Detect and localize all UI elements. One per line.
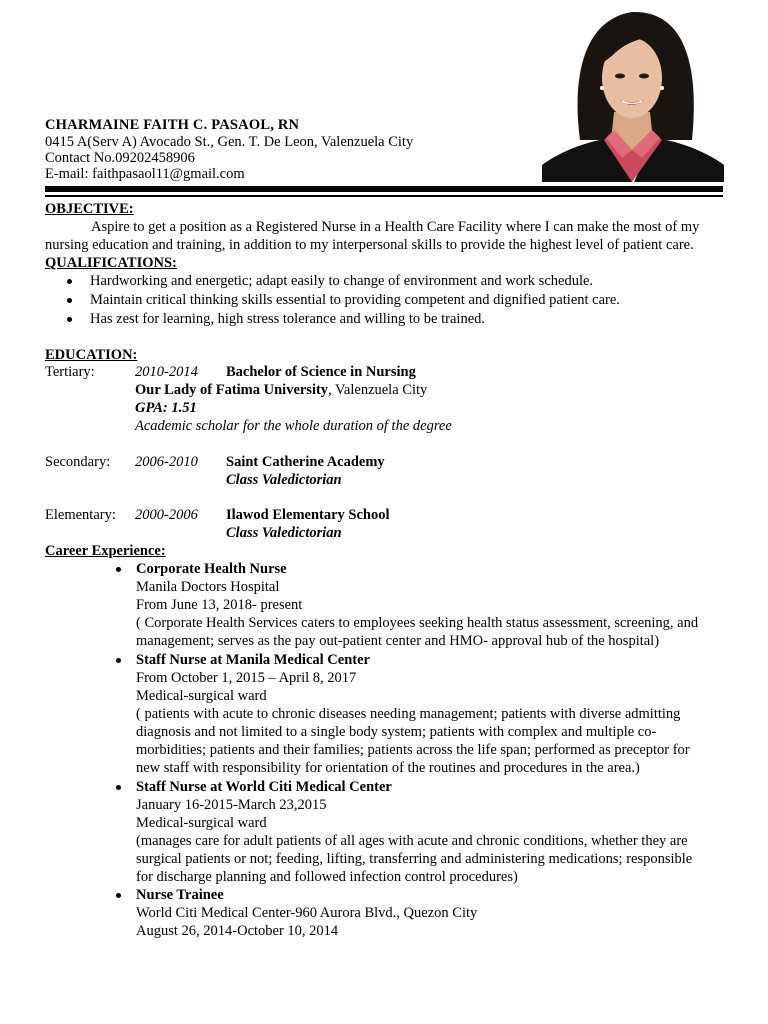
job-line: management; serves as the pay out-patient center and HMO- approval hub of the hospital) <box>136 633 660 649</box>
elementary-label: Elementary: <box>45 507 116 523</box>
job-line: Medical-surgical ward <box>136 688 267 704</box>
header-divider-thick <box>45 186 723 192</box>
bullet-icon <box>116 567 121 572</box>
objective-text-line1: Aspire to get a position as a Registered Nurse in a Health Care Facility where I can make the most of my <box>91 219 700 235</box>
qualification-item: Has zest for learning, high stress tolerance and willing to be trained. <box>90 311 486 327</box>
profile-photo <box>542 0 724 182</box>
qualification-item: Hardworking and energetic; adapt easily to change of environment and work schedule. <box>90 273 594 289</box>
job-line: August 26, 2014-October 10, 2014 <box>136 923 339 939</box>
tertiary-location: , Valenzuela City <box>328 382 428 398</box>
tertiary-gpa: GPA: 1.51 <box>135 400 197 416</box>
tertiary-label: Tertiary: <box>45 364 95 380</box>
bullet-icon <box>67 298 72 303</box>
address: 0415 A(Serv A) Avocado St., Gen. T. De Leon, Valenzuela City <box>45 134 414 150</box>
job-line: January 16-2015-March 23,2015 <box>136 797 327 813</box>
job-line: World Citi Medical Center-960 Aurora Blvd., Quezon City <box>136 905 478 921</box>
job-title: Staff Nurse at Manila Medical Center <box>136 652 370 668</box>
job-line: Medical-surgical ward <box>136 815 267 831</box>
elementary-years: 2000-2006 <box>135 507 198 523</box>
job-title: Staff Nurse at World Citi Medical Center <box>136 779 392 795</box>
tertiary-school-line <box>135 381 427 399</box>
tertiary-school: Our Lady of Fatima University <box>135 382 329 398</box>
applicant-name: CHARMAINE FAITH C. PASAOL, RN <box>45 117 300 133</box>
job-line: Manila Doctors Hospital <box>136 579 280 595</box>
job-line: From October 1, 2015 – April 8, 2017 <box>136 670 357 686</box>
job-line: for discharge planning and followed infection control procedures) <box>136 869 518 885</box>
job-line: diagnosis and not limited to a single body system; patients with complex and multiple co- <box>136 724 657 740</box>
secondary-years: 2006-2010 <box>135 454 198 470</box>
secondary-honor: Class Valedictorian <box>226 472 342 488</box>
objective-heading: OBJECTIVE: <box>45 201 134 217</box>
elementary-school: Ilawod Elementary School <box>226 507 390 523</box>
job-line: (manages care for adult patients of all ages with acute and chronic conditions, whether they are <box>136 833 688 849</box>
job-line: From June 13, 2018- present <box>136 597 303 613</box>
bullet-icon <box>116 658 121 663</box>
bullet-icon <box>116 785 121 790</box>
job-title: Corporate Health Nurse <box>136 561 287 577</box>
email: E-mail: faithpasaol11@gmail.com <box>45 166 245 182</box>
elementary-honor: Class Valedictorian <box>226 525 342 541</box>
job-line: ( patients with acute to chronic diseases needing management; patients with diverse admitting <box>136 706 681 722</box>
education-heading: EDUCATION: <box>45 347 138 363</box>
tertiary-years: 2010-2014 <box>135 364 198 380</box>
objective-text-line2: nursing education and training, in addition to my interpersonal skills to provide the highest level of patient care. <box>45 237 694 253</box>
job-title: Nurse Trainee <box>136 887 224 903</box>
tertiary-degree: Bachelor of Science in Nursing <box>226 364 416 380</box>
bullet-icon <box>67 279 72 284</box>
career-heading: Career Experience: <box>45 543 166 559</box>
secondary-school: Saint Catherine Academy <box>226 454 385 470</box>
secondary-label: Secondary: <box>45 454 111 470</box>
tertiary-note: Academic scholar for the whole duration of the degree <box>135 418 452 434</box>
qualifications-heading: QUALIFICATIONS: <box>45 255 177 271</box>
contact-number: Contact No.09202458906 <box>45 150 195 166</box>
bullet-icon <box>116 893 121 898</box>
qualification-item: Maintain critical thinking skills essential to providing competent and dignified patient care. <box>90 292 620 308</box>
job-line: ( Corporate Health Services caters to employees seeking health status assessment, screening, and <box>136 615 699 631</box>
bullet-icon <box>67 317 72 322</box>
job-line: new staff with responsibility for orientation of the routines and procedures in the area.) <box>136 760 640 776</box>
job-line: surgical patients or not; feeding, lifting, transferring and administering medications; responsible <box>136 851 693 867</box>
job-line: morbidities; patients and their families; patients across the life span; performed as preceptor for <box>136 742 690 758</box>
header-divider-thin <box>45 195 723 197</box>
